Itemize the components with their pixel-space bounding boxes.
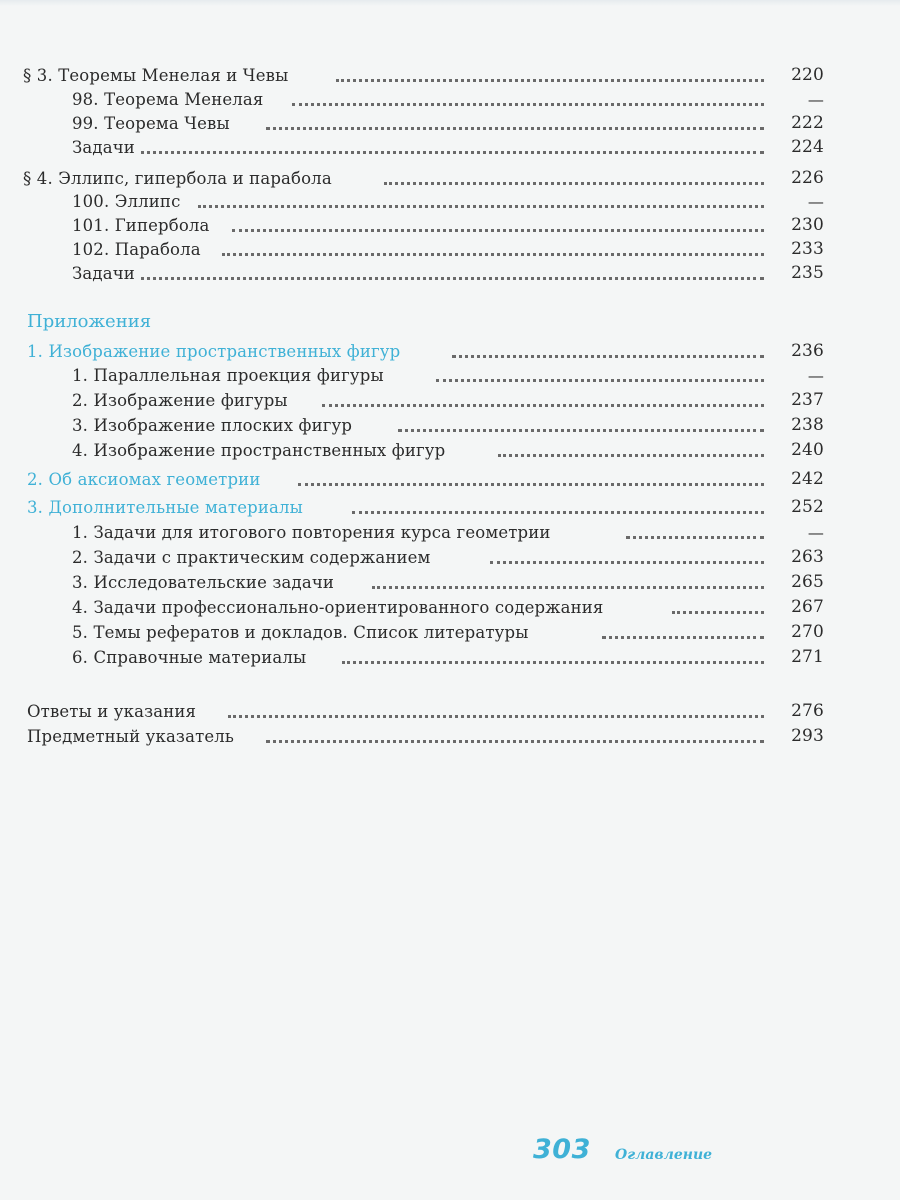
toc-entry-appendix-1-4[interactable] [0, 438, 900, 463]
toc-entry-label: 4. Задачи профессионально-ориентированного содержания [72, 595, 609, 620]
toc-entry-page: 233 [783, 237, 824, 262]
toc-entry-label: 6. Справочные материалы [72, 645, 312, 670]
toc-entry-appendix-1[interactable] [0, 339, 900, 364]
toc-entry-page: 224 [783, 135, 824, 160]
appendix-heading: Приложения [27, 311, 152, 332]
toc-entry-label: § 3. Теоремы Менелая и Чевы [23, 63, 294, 88]
toc-entry-101[interactable] [0, 213, 900, 238]
dot-leader [626, 520, 764, 545]
page-number: 303 [533, 1134, 591, 1165]
toc-entry-page: 237 [783, 388, 824, 413]
dot-leader [352, 495, 764, 520]
toc-entry-label: 5. Темы рефератов и докладов. Список литературы [72, 620, 535, 645]
dot-leader [342, 645, 764, 670]
toc-entry-label: Предметный указатель [27, 724, 240, 749]
toc-entry-appendix-1-2[interactable] [0, 388, 900, 413]
toc-entry-label: 3. Исследовательские задачи [72, 570, 340, 595]
toc-entry-page: 240 [783, 438, 824, 463]
running-title: Оглавление [615, 1147, 713, 1163]
dot-leader [266, 111, 764, 136]
toc-entry-page: 242 [783, 467, 824, 492]
toc-entry-page: 293 [783, 724, 824, 749]
toc-entry-page: 270 [783, 620, 824, 645]
toc-entry-page: 220 [783, 63, 824, 88]
toc-entry-label: § 4. Эллипс, гипербола и парабола [23, 166, 338, 191]
toc-entry-page: 267 [783, 595, 824, 620]
toc-entry-label: 102. Парабола [72, 237, 207, 262]
toc-entry-label: 4. Изображение пространственных фигур [72, 438, 451, 463]
toc-entry-appendix-3[interactable] [0, 495, 900, 520]
toc-entry-page: — [800, 363, 824, 388]
toc-entry-label: 1. Задачи для итогового повторения курса геометрии [72, 520, 557, 545]
toc-entry-99[interactable] [0, 111, 900, 136]
toc-entry-label: 2. Задачи с практическим содержанием [72, 545, 437, 570]
dot-leader [140, 261, 764, 286]
dot-leader [222, 237, 764, 262]
toc-entry-section-3[interactable] [0, 63, 900, 88]
dot-leader [140, 135, 764, 160]
dot-leader [232, 213, 764, 238]
toc-entry-page: 235 [783, 261, 824, 286]
dot-leader [672, 595, 764, 620]
toc-entry-label: 101. Гипербола [72, 213, 216, 238]
dot-leader [452, 339, 764, 364]
toc-entry-problems-4[interactable] [0, 261, 900, 286]
toc-entry-label: 98. Теорема Менелая [72, 87, 269, 112]
toc-entry-page: 236 [783, 339, 824, 364]
dot-leader [372, 570, 764, 595]
toc-entry-page: 271 [783, 645, 824, 670]
dot-leader [602, 620, 764, 645]
toc-entry-answers[interactable] [0, 699, 900, 724]
toc-entry-label: Задачи [72, 261, 141, 286]
dot-leader [490, 545, 764, 570]
toc-entry-label: 1. Изображение пространственных фигур [27, 339, 406, 364]
toc-entry-label: 3. Изображение плоских фигур [72, 413, 358, 438]
dot-leader [292, 87, 764, 112]
toc-entry-appendix-3-2[interactable] [0, 545, 900, 570]
toc-entry-100[interactable] [0, 189, 900, 214]
page-top-edge [0, 0, 900, 6]
dot-leader [198, 189, 764, 214]
toc-entry-appendix-2[interactable] [0, 467, 900, 492]
dot-leader [322, 388, 764, 413]
toc-entry-section-4[interactable] [0, 166, 900, 191]
toc-entry-label: 100. Эллипс [72, 189, 186, 214]
toc-entry-label: Задачи [72, 135, 141, 160]
toc-entry-page: — [800, 520, 824, 545]
toc-entry-label: 1. Параллельная проекция фигуры [72, 363, 390, 388]
dot-leader [228, 699, 764, 724]
toc-entry-label: 99. Теорема Чевы [72, 111, 236, 136]
toc-entry-page: 222 [783, 111, 824, 136]
toc-entry-appendix-3-5[interactable] [0, 620, 900, 645]
toc-entry-page: 276 [783, 699, 824, 724]
toc-entry-subject-index[interactable] [0, 724, 900, 749]
toc-entry-appendix-3-6[interactable] [0, 645, 900, 670]
toc-entry-page: 230 [783, 213, 824, 238]
dot-leader [384, 166, 764, 191]
toc-entry-page: 265 [783, 570, 824, 595]
toc-entry-appendix-3-3[interactable] [0, 570, 900, 595]
dot-leader [436, 363, 764, 388]
toc-entry-page: 252 [783, 495, 824, 520]
toc-entry-page: 263 [783, 545, 824, 570]
toc-entry-label: 2. Изображение фигуры [72, 388, 294, 413]
toc-entry-label: 3. Дополнительные материалы [27, 495, 309, 520]
toc-entry-problems-3[interactable] [0, 135, 900, 160]
dot-leader [336, 63, 764, 88]
toc-entry-appendix-3-4[interactable] [0, 595, 900, 620]
toc-entry-appendix-1-1[interactable] [0, 363, 900, 388]
toc-entry-label: 2. Об аксиомах геометрии [27, 467, 266, 492]
toc-entry-102[interactable] [0, 237, 900, 262]
toc-entry-appendix-3-1[interactable] [0, 520, 900, 545]
toc-entry-page: — [800, 87, 824, 112]
dot-leader [498, 438, 764, 463]
toc-entry-98[interactable] [0, 87, 900, 112]
dot-leader [266, 724, 764, 749]
toc-entry-page: 226 [783, 166, 824, 191]
dot-leader [298, 467, 764, 492]
dot-leader [398, 413, 764, 438]
toc-entry-appendix-1-3[interactable] [0, 413, 900, 438]
toc-entry-label: Ответы и указания [27, 699, 202, 724]
toc-entry-page: 238 [783, 413, 824, 438]
toc-entry-page: — [800, 189, 824, 214]
